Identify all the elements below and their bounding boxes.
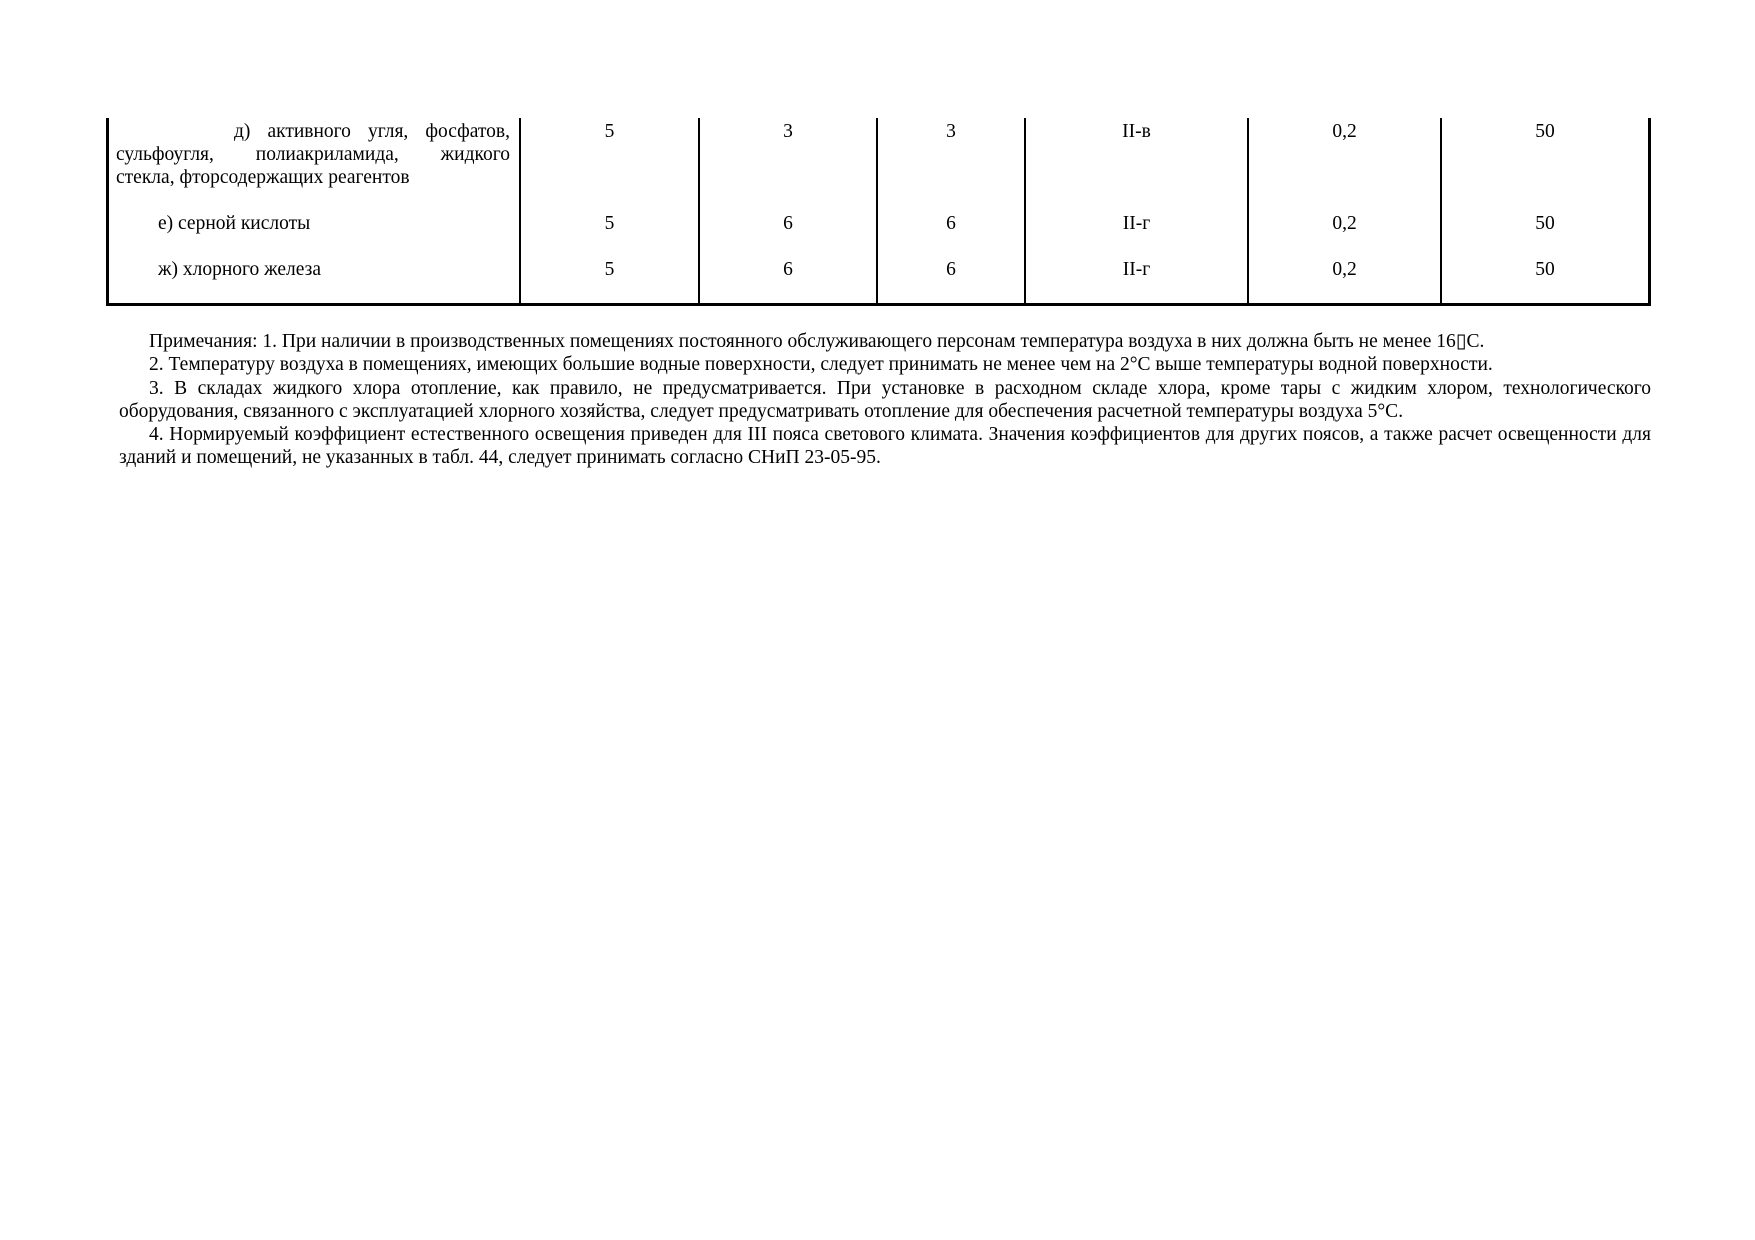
- notes-section: [119, 330, 1651, 470]
- table-cell: 0,2: [1332, 121, 1357, 142]
- table-cell: 50: [1535, 259, 1555, 280]
- table-left-border: [106, 118, 109, 304]
- table-bottom-border: [106, 303, 1651, 306]
- table-cell: 3: [783, 121, 793, 142]
- row-name-line: д) активного угля, фосфатов,: [234, 121, 510, 142]
- table-cell: 50: [1535, 213, 1555, 234]
- table-cell: 0,2: [1332, 259, 1357, 280]
- table-cell: 5: [604, 121, 615, 142]
- table-cell: 50: [1535, 121, 1555, 142]
- table-cell: 6: [946, 213, 956, 234]
- table-cell: 6: [783, 259, 793, 280]
- table-cell: 5: [604, 213, 615, 234]
- note-paragraph: 3. В складах жидкого хлора отопление, как правило, не предусматривается. При установке в расходном складе хлора, кроме тары с жидким хлором, технологического оборудования, связанного с эксплуатацией хлорного хозяйства, следует предусматривать отопление для обеспечения расчетной температуры воздуха 5°С.: [119, 377, 1651, 422]
- row-name-cell: ж) хлорного железа: [158, 259, 321, 280]
- row-name-cell: [116, 120, 510, 189]
- table-cell: II-г: [1122, 259, 1151, 280]
- row-name-cell: е) серной кислоты: [158, 213, 311, 234]
- table-cell: II-г: [1122, 213, 1151, 234]
- row-name-line: сульфоугля, полиакриламида, жидкого: [116, 144, 510, 165]
- table-cell: 5: [604, 259, 615, 280]
- note-paragraph: 2. Температуру воздуха в помещениях, имеющих большие водные поверхности, следует принимать не менее чем на 2°С выше температуры водной поверхности.: [149, 354, 1493, 376]
- row-name-line: стекла, фторсодержащих реагентов: [116, 167, 410, 188]
- note-paragraph: Примечания: 1. При наличии в производственных помещениях постоянного обслуживающего персонам температура воздуха в них должна быть не менее 16▯С.: [149, 331, 1485, 352]
- table-cell: II-в: [1122, 121, 1151, 142]
- table-right-border: [1648, 118, 1651, 304]
- table-cell: 6: [783, 213, 793, 234]
- data-table: [106, 118, 1651, 306]
- table-cell: 3: [946, 121, 956, 142]
- table-cell: 0,2: [1332, 213, 1357, 234]
- note-paragraph: 4. Нормируемый коэффициент естественного освещения приведен для III пояса светового климата. Значения коэффициентов для других поясов, а также расчет освещенности для зданий и помещений, не указанных в табл. 44, следует принимать согласно СНиП 23-05-95.: [119, 424, 1651, 469]
- table-cell: 6: [946, 259, 956, 280]
